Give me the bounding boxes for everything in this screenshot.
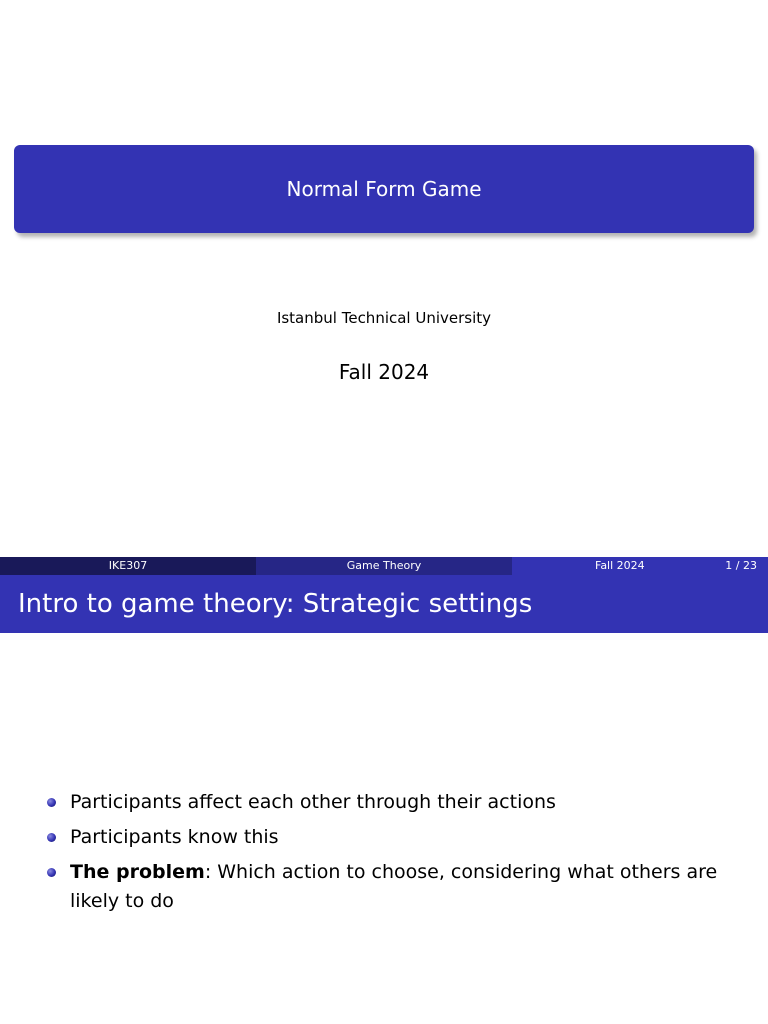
footline-date-page <box>512 557 768 575</box>
course-title: Game Theory <box>346 559 422 572</box>
bullet-text: Participants know this <box>70 826 279 848</box>
presentation-title: Normal Form Game <box>286 177 482 201</box>
page-number: 1 / 23 <box>725 559 757 572</box>
bullet-list <box>45 788 745 922</box>
presentation-date: Fall 2024 <box>338 360 430 384</box>
bullet-icon <box>47 833 56 842</box>
footline-course-code <box>0 557 256 575</box>
bullet-bold-prefix: The problem <box>70 861 205 883</box>
slide-footline <box>0 557 768 575</box>
footline-course-title <box>256 557 512 575</box>
presentation-title-box <box>14 145 754 233</box>
frame-title-text: Intro to game theory: Strategic settings <box>18 589 533 619</box>
list-item <box>45 823 745 852</box>
footer-term: Fall 2024 <box>595 559 645 572</box>
list-item <box>45 788 745 817</box>
bullet-icon <box>47 798 56 807</box>
bullet-text: : Which action to choose, considering what others are likely to do <box>70 861 718 912</box>
institute-name: Istanbul Technical University <box>276 309 492 327</box>
course-code: IKE307 <box>108 559 148 572</box>
list-item <box>45 858 745 916</box>
slide-frame-title <box>0 575 768 633</box>
bullet-text: Participants affect each other through their actions <box>70 791 556 813</box>
bullet-icon <box>47 868 56 877</box>
